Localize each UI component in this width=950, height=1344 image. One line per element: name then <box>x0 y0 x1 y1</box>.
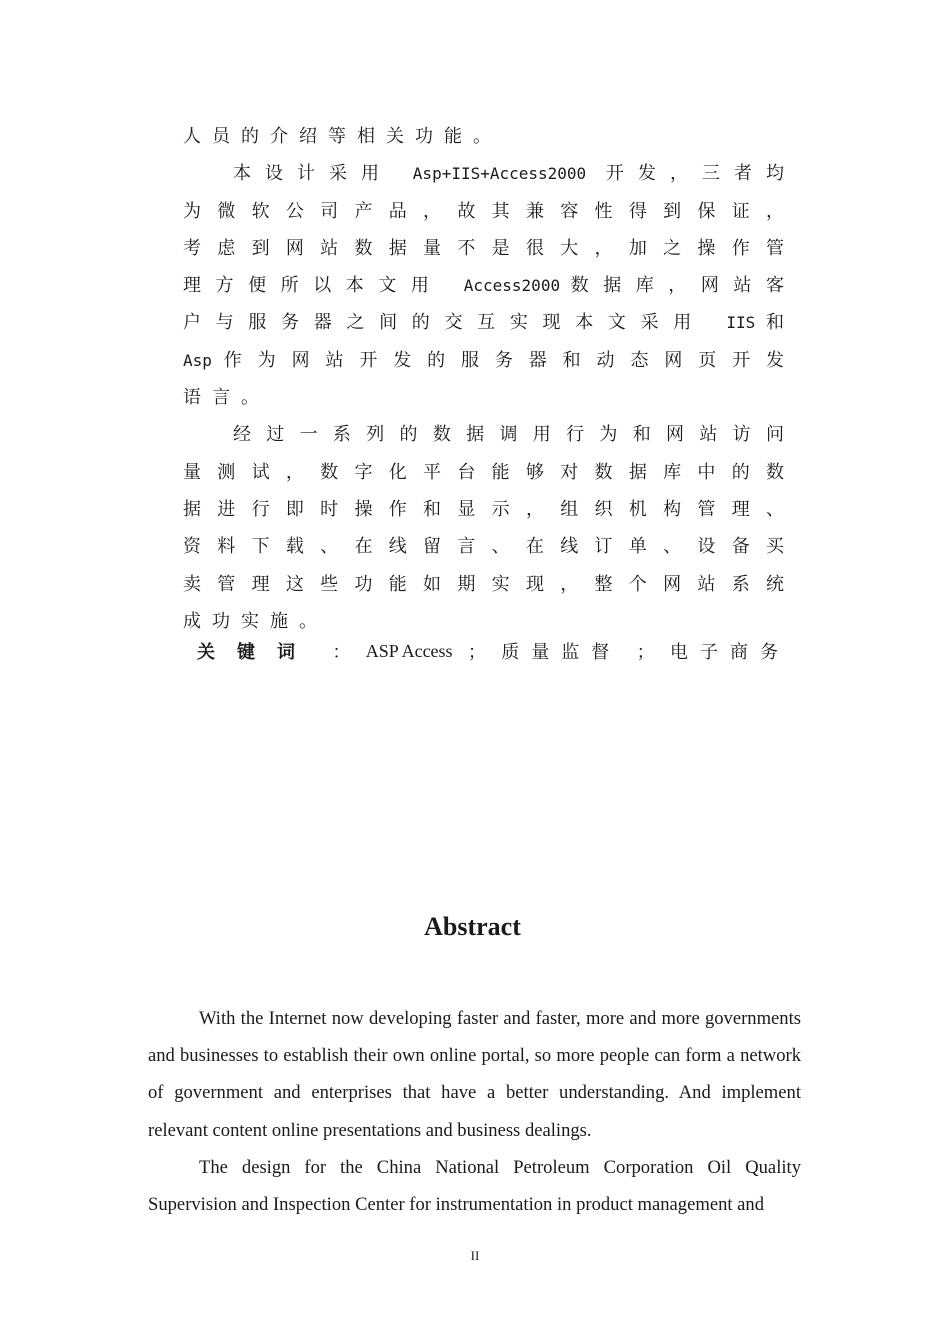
cn-line: 理方便所以本文用 Access2000数据库，网站客 <box>183 275 788 297</box>
keyword-separator: ； <box>636 642 655 663</box>
cn-line: 经过一系列的数据调用行为和网站访问 <box>233 424 788 446</box>
cn-line: 户与服务器之间的交互实现本文采用 IIS和 <box>183 312 788 334</box>
keyword-separator: ； <box>467 642 486 663</box>
keywords-line <box>197 636 790 666</box>
cn-line: 人员的介绍等相关功能。 <box>183 126 502 147</box>
cn-line: 资料下载、在线留言、在线订单、设备买 <box>183 536 788 558</box>
cn-line: 语言。 <box>183 387 270 409</box>
chinese-abstract-body <box>183 118 788 640</box>
cn-line: 量测试，数字化平台能够对数据库中的数 <box>183 461 788 483</box>
cn-line: 本设计采用 Asp+IIS+Access2000 开发，三者均 <box>233 163 788 185</box>
en-paragraph: The design for the China National Petroleum Corporation Oil Quality Supervision and Inspection Center for instrumentation in product management and <box>148 1156 801 1216</box>
keyword-term: 电子商务 <box>670 642 790 663</box>
english-abstract-body <box>148 1000 801 1223</box>
page-number: II <box>470 1248 480 1263</box>
keywords-label: 关键词 <box>197 642 317 663</box>
cn-line: 据进行即时操作和显示，组织机构管理、 <box>183 498 788 520</box>
cn-line: Asp作为网站开发的服务器和动态网页开发 <box>183 349 788 371</box>
keyword-en-terms: ASP Access <box>365 640 453 661</box>
abstract-title: Abstract <box>424 912 521 941</box>
cn-line: 成功实施。 <box>183 610 328 632</box>
keyword-term: 质量监督 <box>501 642 622 663</box>
cn-line: 为微软公司产品，故其兼容性得到保证， <box>183 200 788 222</box>
en-paragraph: With the Internet now developing faster and faster, more and more governments and businesses to establish their own online portal, so more people can form a network of government and enterprises that have a better understanding. And implement relevant content online presentations and business dealings. <box>148 1008 801 1141</box>
cn-line: 考虑到网站数据量不是很大，加之操作管 <box>183 237 788 259</box>
cn-line: 卖管理这些功能如期实现，整个网站系统 <box>183 573 788 595</box>
keywords-colon: ： <box>332 642 351 663</box>
